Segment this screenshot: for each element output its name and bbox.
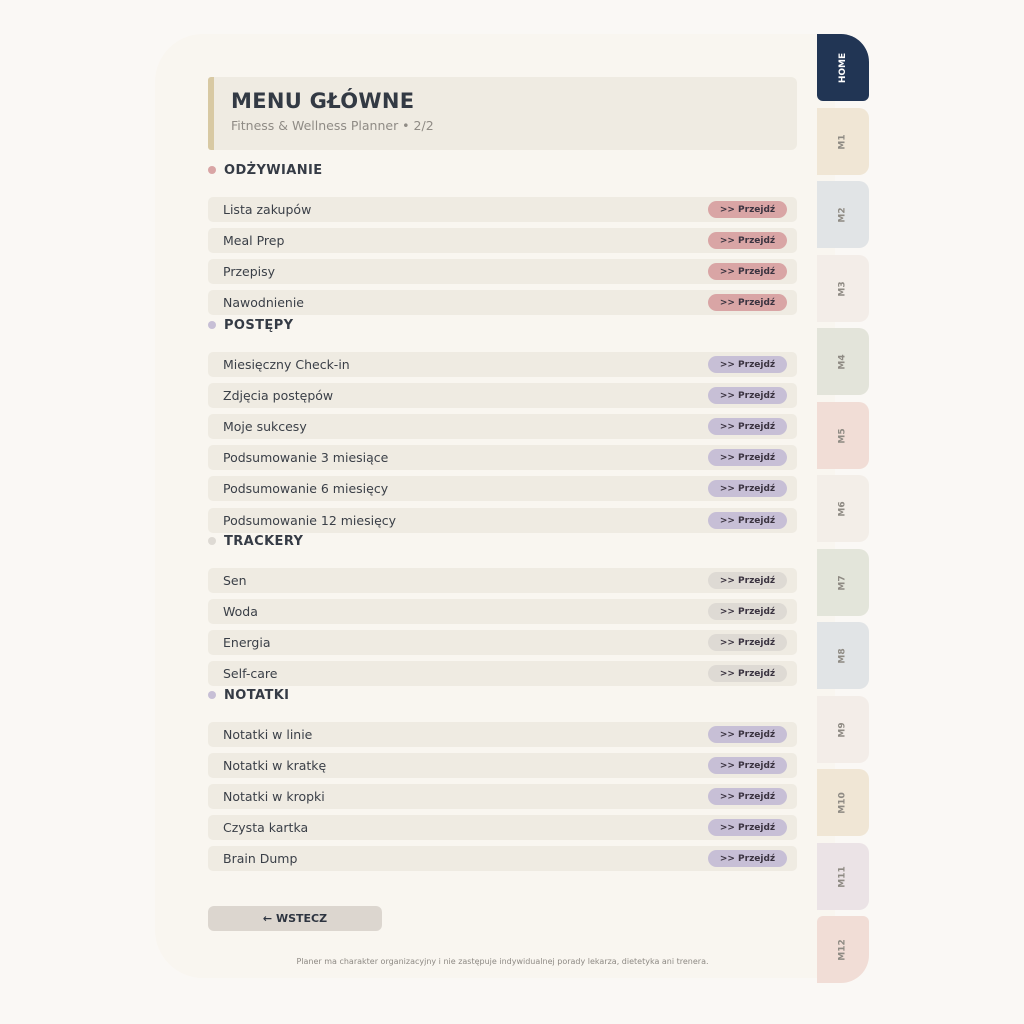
tab-m6[interactable] <box>817 475 869 542</box>
menu-row-label: Notatki w kratkę <box>223 758 327 773</box>
menu-row[interactable] <box>208 846 797 871</box>
section-bullet-icon <box>208 321 216 329</box>
tab-m12[interactable] <box>817 916 869 983</box>
go-button[interactable]: >> Przejdź <box>708 232 787 249</box>
tab-m5[interactable] <box>817 402 869 469</box>
menu-row-label: Lista zakupów <box>223 202 312 217</box>
page-title: MENU GŁÓWNE <box>231 89 415 113</box>
menu-row-label: Przepisy <box>223 264 276 279</box>
tab-label: M2 <box>838 206 848 223</box>
tab-label: M1 <box>838 133 848 150</box>
section-header <box>208 685 289 705</box>
menu-row-label: Sen <box>223 573 247 588</box>
menu-row[interactable] <box>208 228 797 253</box>
tab-m4[interactable] <box>817 328 869 395</box>
tab-m9[interactable] <box>817 696 869 763</box>
section-bullet-icon <box>208 537 216 545</box>
tab-label: M7 <box>838 574 848 591</box>
tab-label: M6 <box>838 500 848 517</box>
section-title: POSTĘPY <box>224 317 294 333</box>
tab-label: M11 <box>837 865 848 888</box>
tab-label: M3 <box>838 280 848 297</box>
menu-row-label: Podsumowanie 12 miesięcy <box>223 513 397 528</box>
menu-row[interactable] <box>208 630 797 655</box>
section-title: NOTATKI <box>224 687 290 703</box>
menu-row[interactable] <box>208 508 797 533</box>
go-button[interactable]: >> Przejdź <box>708 788 787 805</box>
section-header <box>208 315 293 335</box>
menu-row-label: Self-care <box>223 666 278 681</box>
go-button[interactable]: >> Przejdź <box>708 387 787 404</box>
menu-row[interactable] <box>208 259 797 284</box>
menu-row-label: Woda <box>223 604 258 619</box>
menu-row[interactable] <box>208 445 797 470</box>
menu-row-label: Notatki w kropki <box>223 789 325 804</box>
menu-row-label: Czysta kartka <box>223 820 309 835</box>
go-button[interactable]: >> Przejdź <box>708 201 787 218</box>
menu-row[interactable] <box>208 414 797 439</box>
menu-row[interactable] <box>208 784 797 809</box>
menu-row-label: Moje sukcesy <box>223 419 307 434</box>
go-button[interactable]: >> Przejdź <box>708 449 787 466</box>
tab-m11[interactable] <box>817 843 869 910</box>
menu-row[interactable] <box>208 383 797 408</box>
menu-row-label: Zdjęcia postępów <box>223 388 334 403</box>
disclaimer-text: Planer ma charakter organizacyjny i nie zastępuje indywidualnej porady lekarza, dietetyka ani trenera. <box>296 957 709 966</box>
tab-m3[interactable] <box>817 255 869 322</box>
go-button[interactable]: >> Przejdź <box>708 572 787 589</box>
go-button[interactable]: >> Przejdź <box>708 512 787 529</box>
go-button[interactable]: >> Przejdź <box>708 665 787 682</box>
tab-label: M9 <box>838 721 848 738</box>
menu-row-label: Brain Dump <box>223 851 298 866</box>
menu-row[interactable] <box>208 753 797 778</box>
back-button[interactable]: ← WSTECZ <box>208 906 382 931</box>
tab-m10[interactable] <box>817 769 869 836</box>
tab-m8[interactable] <box>817 622 869 689</box>
menu-row-label: Podsumowanie 3 miesiące <box>223 450 389 465</box>
menu-row[interactable] <box>208 815 797 840</box>
go-button[interactable]: >> Przejdź <box>708 418 787 435</box>
menu-row[interactable] <box>208 476 797 501</box>
menu-row-label: Energia <box>223 635 271 650</box>
tab-label: M10 <box>837 791 848 814</box>
go-button[interactable]: >> Przejdź <box>708 726 787 743</box>
section-title: TRACKERY <box>224 533 304 549</box>
section-bullet-icon <box>208 691 216 699</box>
tab-label: M4 <box>838 353 848 370</box>
go-button[interactable]: >> Przejdź <box>708 603 787 620</box>
tab-label: M8 <box>838 647 848 664</box>
tab-home[interactable] <box>817 34 869 101</box>
menu-row-label: Notatki w linie <box>223 727 313 742</box>
menu-row[interactable] <box>208 352 797 377</box>
menu-row-label: Nawodnienie <box>223 295 304 310</box>
tab-label: HOME <box>837 52 848 83</box>
section-header <box>208 531 303 551</box>
go-button[interactable]: >> Przejdź <box>708 356 787 373</box>
go-button[interactable]: >> Przejdź <box>708 294 787 311</box>
header-accent-bar <box>208 77 214 150</box>
menu-row[interactable] <box>208 290 797 315</box>
go-button[interactable]: >> Przejdź <box>708 634 787 651</box>
tab-label: M12 <box>837 938 848 961</box>
menu-row-label: Meal Prep <box>223 233 285 248</box>
tab-m7[interactable] <box>817 549 869 616</box>
menu-row-label: Podsumowanie 6 miesięcy <box>223 481 389 496</box>
menu-row[interactable] <box>208 661 797 686</box>
page-subtitle: Fitness & Wellness Planner • 2/2 <box>231 118 434 133</box>
tab-m1[interactable] <box>817 108 869 175</box>
go-button[interactable]: >> Przejdź <box>708 757 787 774</box>
page-header <box>208 77 797 150</box>
tab-m2[interactable] <box>817 181 869 248</box>
menu-row-label: Miesięczny Check-in <box>223 357 350 372</box>
menu-row[interactable] <box>208 599 797 624</box>
go-button[interactable]: >> Przejdź <box>708 819 787 836</box>
go-button[interactable]: >> Przejdź <box>708 263 787 280</box>
go-button[interactable]: >> Przejdź <box>708 850 787 867</box>
section-title: ODŻYWIANIE <box>224 162 323 178</box>
menu-row[interactable] <box>208 568 797 593</box>
go-button[interactable]: >> Przejdź <box>708 480 787 497</box>
menu-row[interactable] <box>208 197 797 222</box>
tab-label: M5 <box>838 427 848 444</box>
section-bullet-icon <box>208 166 216 174</box>
menu-row[interactable] <box>208 722 797 747</box>
section-header <box>208 160 323 180</box>
